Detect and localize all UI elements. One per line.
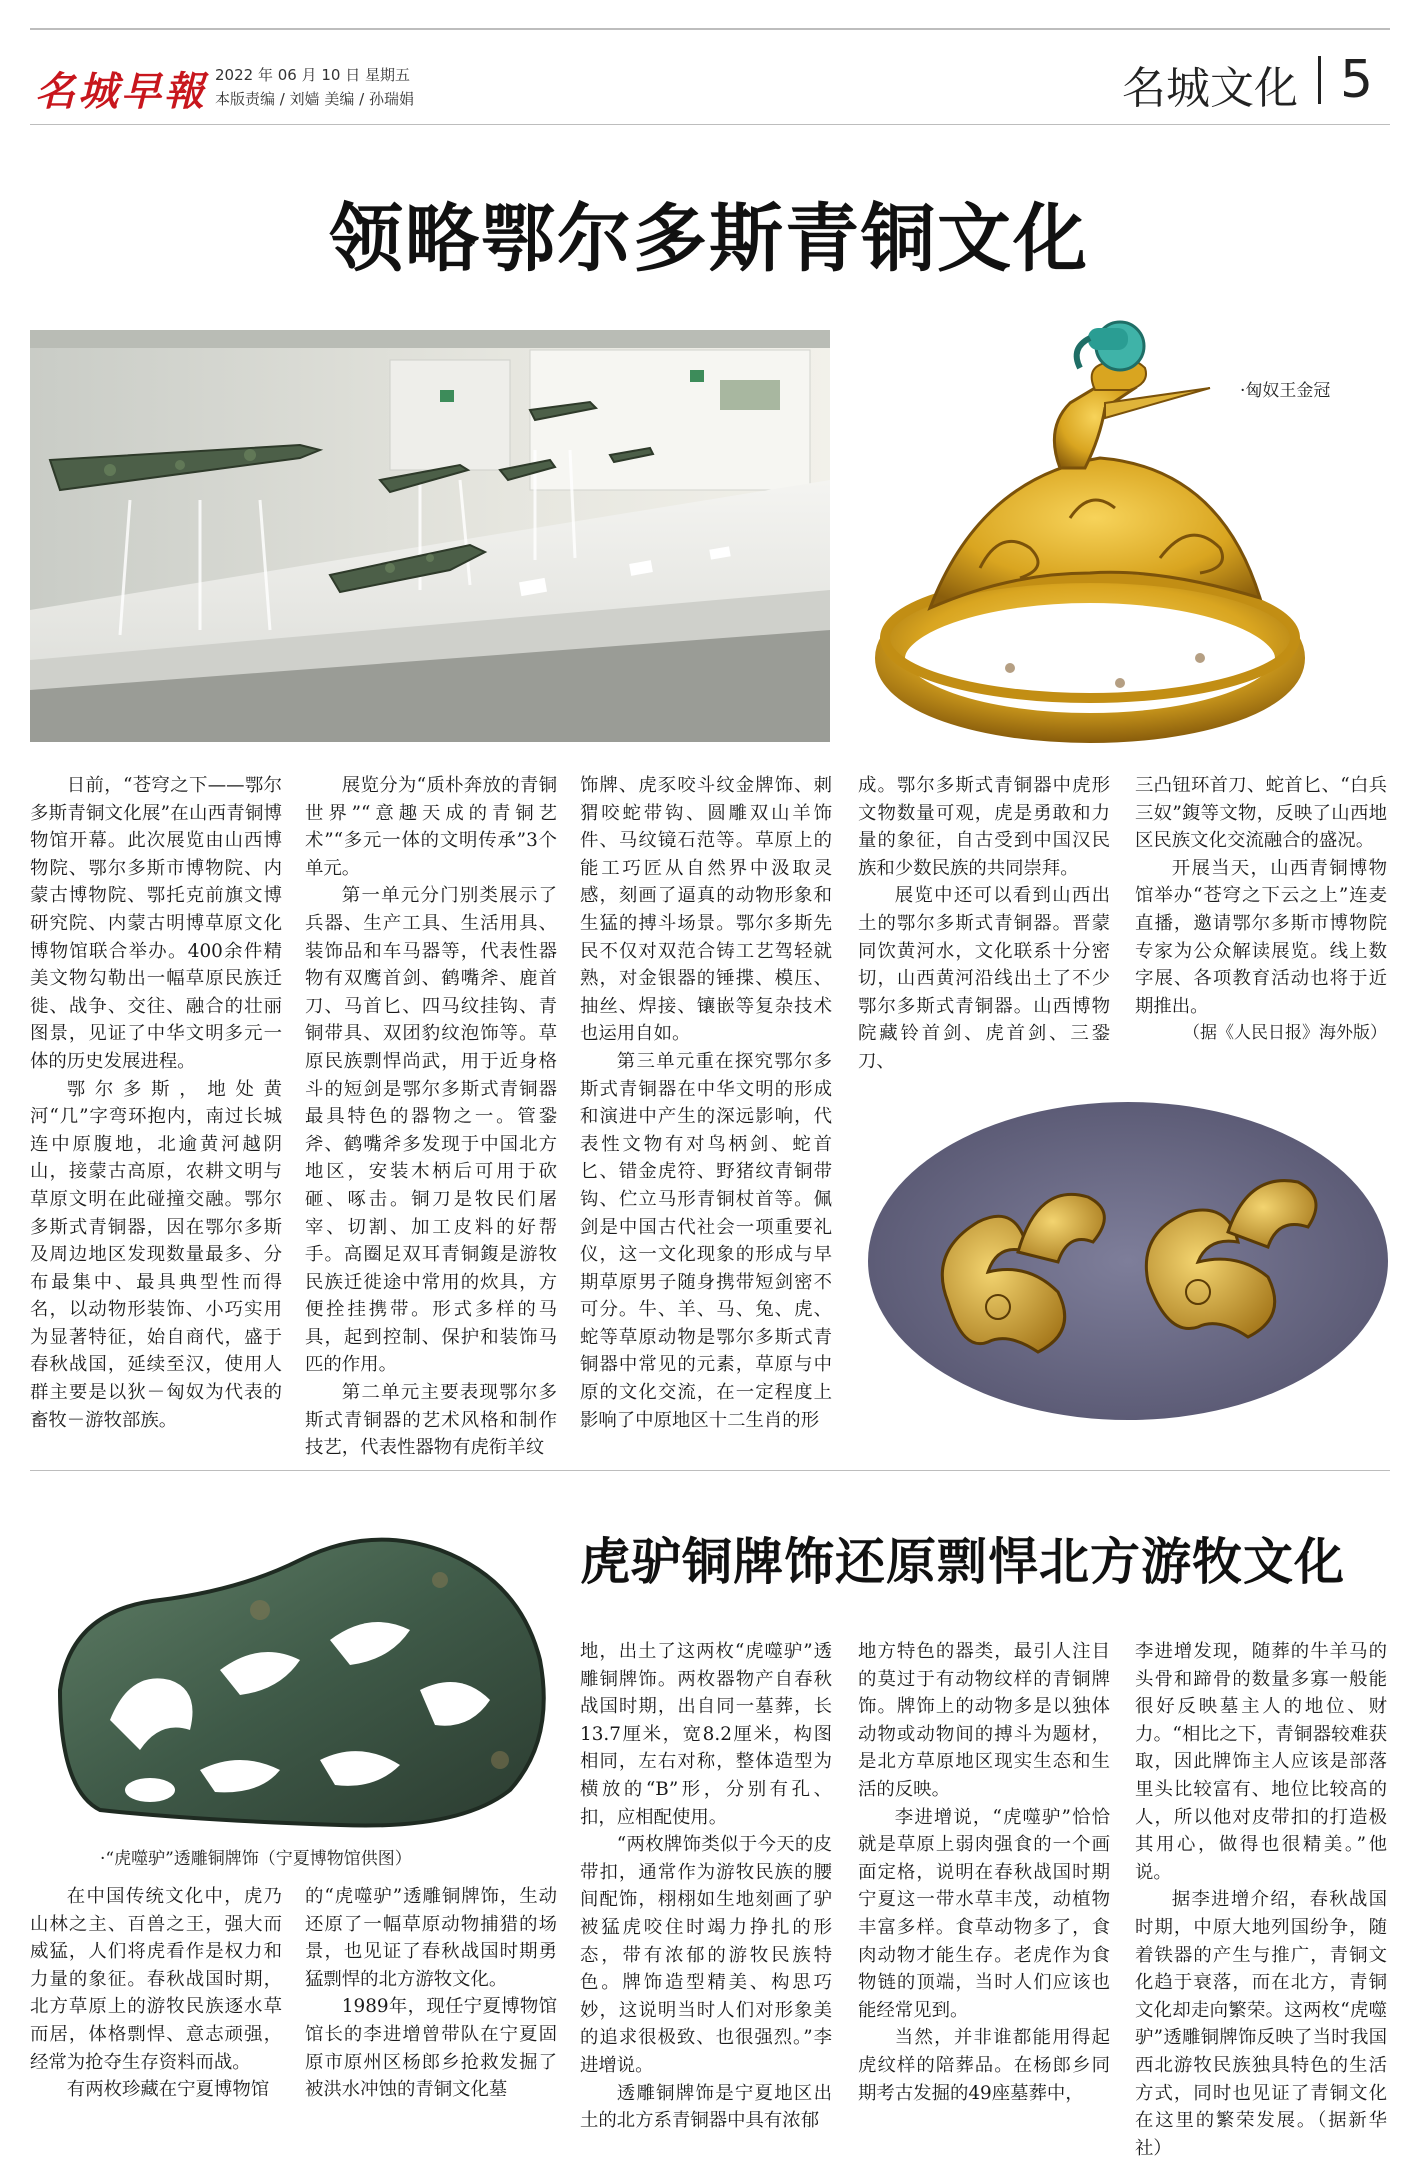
page-number: 5 — [1340, 50, 1374, 110]
article1-headline: 领略鄂尔多斯青铜文化 — [329, 196, 1089, 282]
paragraph: 第一单元分门别类展示了兵器、生产工具、生活用具、装饰品和车马器等，代表性器物有双鹰首剑、鹤嘴斧、鹿首刀、马首匕、四马纹挂钩、青铜带具、双团豹纹泡饰等。草原民族剽悍尚武，用于近身格斗的短剑是鄂尔多斯式青铜器最具特色的器物之一。管銎斧、鹤嘴斧多发现于中国北方地区，安装木柄后可用于砍砸、啄击。铜刀是牧民们屠宰、切割、加工皮料的好帮手。高圈足双耳青铜鍑是游牧民族迁徙途中常用的炊具，方便拴挂携带。形式多样的马具，起到控制、保护和装饰马匹的作用。 — [305, 885, 557, 1376]
paragraph: 鄂尔多斯，地处黄河“几”字弯环抱内，南过长城连中原腹地，北逾黄河越阴山，接蒙古高原，农耕文明与草原文明在此碰撞交融。鄂尔多斯式青铜器，因在鄂尔多斯及周边地区发现数量最多、分布最集中、最具典型性而得名，以动物形装饰、小巧实用为显著特征，始自商代，盛于春秋战国，延续至汉，使用人群主要是以狄－匈奴为代表的畜牧－游牧部族。 — [30, 1078, 282, 1431]
article1-col4 — [858, 772, 1110, 1076]
paragraph: 李进增发现，随葬的牛羊马的头骨和蹄骨的数量多寡一般能很好反映墓主人的地位、财力。“相比之下，青铜器较难获取，因此牌饰主人应该是部落里头比较富有、地位比较高的人，所以他对皮带扣的打造极其用心，做得也很精美。”他说。 — [1135, 1641, 1387, 1883]
paragraph: 的“虎噬驴”透雕铜牌饰，生动还原了一幅草原动物捕猎的场景，也见证了春秋战国时期勇猛剽悍的北方游牧文化。 — [305, 1886, 557, 1990]
paragraph: 在中国传统文化中，虎乃山林之主、百兽之王，强大而威猛，人们将虎看作是权力和力量的象征。春秋战国时期，北方草原上的游牧民族逐水草而居，体格剽悍、意志顽强，经常为抢夺生存资料而战。 — [30, 1886, 282, 2073]
paragraph: 据李进增介绍，春秋战国时期，中原大地列国纷争，随着铁器的产生与推广，青铜文化趋于衰落，而在北方，青铜文化却走向繁荣。这两枚“虎噬驴”透雕铜牌饰反映了当时我国西北游牧民族独具特色的生活方式，同时也见证了青铜文化在这里的繁荣发展。（据新华社） — [1135, 1889, 1387, 2159]
editors-line: 本版责编 / 刘嫱 美编 / 孙瑞娟 — [215, 90, 414, 108]
top-rule — [30, 28, 1390, 30]
crown-photo-caption: ·匈奴王金冠 — [1240, 381, 1331, 401]
paragraph: 李进增说，“虎噬驴”恰恰就是草原上弱肉强食的一个画面定格，说明在春秋战国时期宁夏这一带水草丰茂，动植物丰富多样。食草动物多了，食肉动物才能生存。老虎作为食物链的顶端，当时人们应该也能经常见到。 — [858, 1806, 1110, 2021]
gold-crown-photo — [860, 308, 1400, 748]
article1-col3 — [580, 772, 832, 1434]
paragraph: 当然，并非谁都能用得起虎纹样的陪葬品。在杨郎乡同期考古发掘的49座墓葬中， — [858, 2027, 1110, 2104]
gold-ornaments-photo — [868, 1102, 1388, 1420]
article2-col3 — [580, 1638, 832, 2135]
article2-col5 — [1135, 1638, 1387, 2162]
date-line: 2022 年 06 月 10 日 星期五 — [215, 66, 410, 84]
paragraph: 饰牌、虎豕咬斗纹金牌饰、刺猬咬蛇带钩、圆雕双山羊饰件、马纹镜石范等。草原上的能工巧匠从自然界中汲取灵感，刻画了逼真的动物形象和生猛的搏斗场景。鄂尔多斯先民不仅对双范合铸工艺驾轻就熟，对金银器的锤揲、模压、抽丝、焊接、镶嵌等复杂技术也运用自如。 — [580, 775, 832, 1045]
tiger-donkey-plaque-photo — [40, 1520, 560, 1840]
article2-col2 — [305, 1883, 557, 2104]
paragraph: 地方特色的器类，最引人注目的莫过于有动物纹样的青铜牌饰。牌饰上的动物多是以独体动物或动物间的搏斗为题材，是北方草原地区现实生态和生活的反映。 — [858, 1641, 1110, 1800]
section-title: 名城文化 — [1122, 63, 1298, 114]
article2-col4 — [858, 1638, 1110, 2107]
paragraph: 展览中还可以看到山西出土的鄂尔多斯式青铜器。晋蒙同饮黄河水，文化联系十分密切，山西黄河沿线出土了不少鄂尔多斯式青铜器。山西博物院藏铃首剑、虎首剑、三銎刀、 — [858, 885, 1110, 1072]
paragraph: 有两枚珍藏在宁夏博物馆 — [66, 2079, 270, 2101]
plaque-photo-caption: ·“虎噬驴”透雕铜牌饰（宁夏博物馆供图） — [100, 1849, 412, 1869]
paragraph: 三凸钮环首刀、蛇首匕、“白兵三奴”鍑等文物，反映了山西地区民族文化交流融合的盛况。 — [1135, 775, 1387, 852]
paragraph: 透雕铜牌饰是宁夏地区出土的北方系青铜器中具有浓郁 — [580, 2082, 832, 2132]
masthead-rule — [30, 124, 1390, 125]
paragraph: 开展当天，山西青铜博物馆举办“苍穹之下云之上”连麦直播，邀请鄂尔多斯市博物院专家为公众解读展览。线上数字展、各项教育活动也将于近期推出。 — [1135, 857, 1387, 1017]
article1-col5 — [1135, 772, 1387, 1048]
newspaper-logo: 名城早報 — [35, 68, 207, 115]
article2-col1 — [30, 1883, 282, 2104]
paragraph: 展览分为“质朴奔放的青铜世界”“意趣天成的青铜艺术”“多元一体的文明传承”3个单元。 — [305, 775, 557, 879]
section-divider — [1318, 56, 1321, 104]
paragraph: 地，出土了这两枚“虎噬驴”透雕铜牌饰。两枚器物产自春秋战国时期，出自同一墓葬，长13.7厘米，宽8.2厘米，构图相同，左右对称，整体造型为横放的“B”形，分别有孔、扣，应相配使用。 — [580, 1641, 832, 1828]
paragraph: 1989年，现任宁夏博物馆馆长的李进增曾带队在宁夏固原市原州区杨郎乡抢救发掘了被洪水冲蚀的青铜文化墓 — [305, 1996, 557, 2101]
article-divider — [30, 1470, 1390, 1471]
article2-headline: 虎驴铜牌饰还原剽悍北方游牧文化 — [580, 1532, 1345, 1591]
paragraph: 成。鄂尔多斯式青铜器中虎形文物数量可观，虎是勇敢和力量的象征，自古受到中国汉民族和少数民族的共同崇拜。 — [858, 775, 1110, 879]
article1-col2 — [305, 772, 557, 1462]
paragraph: 第二单元主要表现鄂尔多斯式青铜器的艺术风格和制作技艺，代表性器物有虎衔羊纹 — [305, 1382, 557, 1459]
paragraph: 日前，“苍穹之下——鄂尔多斯青铜文化展”在山西青铜博物馆开幕。此次展览由山西博物院、鄂尔多斯市博物院、内蒙古博物院、鄂托克前旗文博研究院、内蒙古明博草原文化博物馆联合举办。400余件精美文物勾勒出一幅草原民族迁徙、战争、交往、融合的壮丽图景，见证了中华文明多元一体的历史发展进程。 — [30, 775, 282, 1072]
paragraph: 第三单元重在探究鄂尔多斯式青铜器在中华文明的形成和演进中产生的深远影响，代表性文物有对鸟柄剑、蛇首匕、错金虎符、野猪纹青铜带钩、伫立马形青铜杖首等。佩剑是中国古代社会一项重要礼仪，这一文化现象的形成与早期草原男子随身携带短剑密不可分。牛、羊、马、兔、虎、蛇等草原动物是鄂尔多斯式青铜器中常见的元素，草原与中原的文化交流，在一定程度上影响了中原地区十二生肖的形 — [580, 1050, 832, 1431]
paragraph: “两枚牌饰类似于今天的皮带扣，通常作为游牧民族的腰间配饰，栩栩如生地刻画了驴被猛虎咬住时竭力挣扎的形态，带有浓郁的游牧民族特色。牌饰造型精美、构思巧妙，这说明当时人们对形象美的追求很极致、也很强烈。”李进增说。 — [580, 1834, 832, 2076]
article1-col1 — [30, 772, 282, 1434]
exhibition-hall-photo — [30, 330, 830, 742]
article1-source: （据《人民日报》海外版） — [1183, 1023, 1387, 1044]
